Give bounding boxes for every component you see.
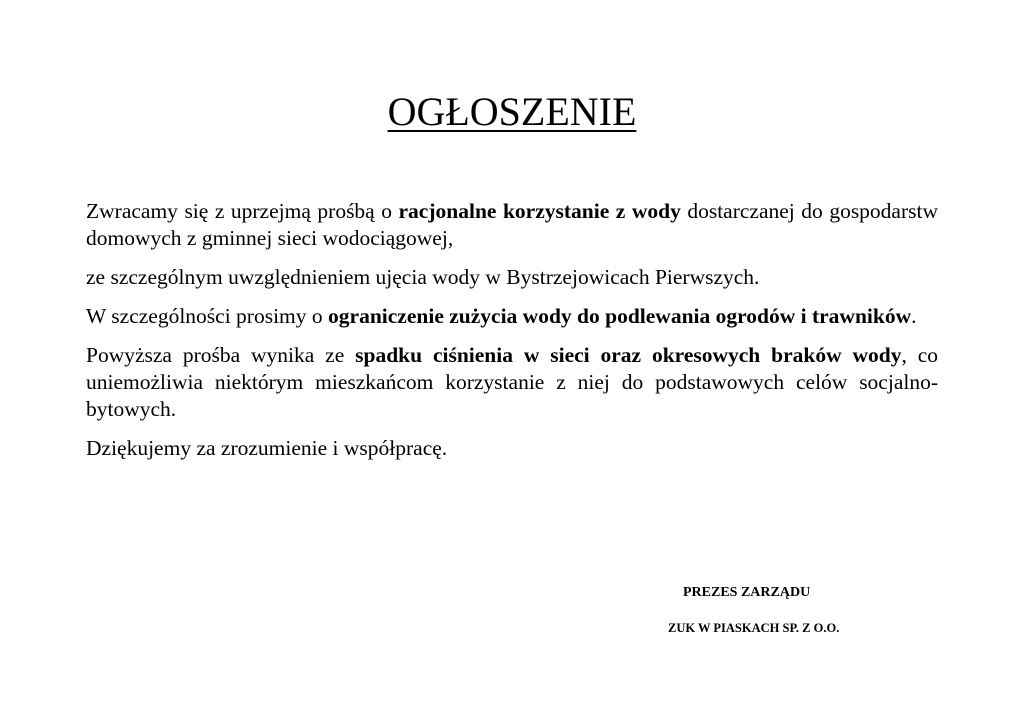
paragraph-1-text: Zwracamy się z uprzejmą prośbą o xyxy=(86,199,399,223)
paragraph-4-text: Powyższa prośba wynika ze xyxy=(86,343,356,367)
paragraph-3 xyxy=(86,303,938,330)
signature-organization: ZUK W PIASKACH SP. Z O.O. xyxy=(668,621,840,635)
page-title: OGŁOSZENIE xyxy=(387,89,637,134)
paragraph-4 xyxy=(86,342,938,423)
paragraph-3-text: W szczególności prosimy o xyxy=(86,304,329,328)
paragraph-4-emphasis: spadku ciśnienia w sieci oraz okresowych braków wody xyxy=(355,343,902,367)
paragraph-2 xyxy=(86,264,938,291)
paragraph-3-emphasis: ograniczenie zużycia wody do podlewania ogrodów i trawników xyxy=(328,304,912,328)
signature-position: PREZES ZARZĄDU xyxy=(683,585,811,600)
paragraph-5 xyxy=(86,435,938,462)
paragraph-1 xyxy=(86,198,938,252)
paragraph-3-text-end: . xyxy=(911,304,917,328)
paragraph-2-text: ze szczególnym uwzględnieniem ujęcia wody w Bystrzejowicach Pierwszych. xyxy=(86,265,760,289)
announcement-body xyxy=(86,198,938,474)
paragraph-1-emphasis: racjonalne korzystanie z wody xyxy=(398,199,681,223)
paragraph-5-text: Dziękujemy za zrozumienie i współpracę. xyxy=(86,436,448,460)
paragraph-4-text-end: , co uniemożliwia niektórym mieszkańcom korzystanie z niej do podstawowych celów socjalno-bytowych. xyxy=(86,343,938,421)
paragraph-1-text-end: dostarczanej do gospodarstw domowych z gminnej sieci wodociągowej, xyxy=(86,199,939,250)
